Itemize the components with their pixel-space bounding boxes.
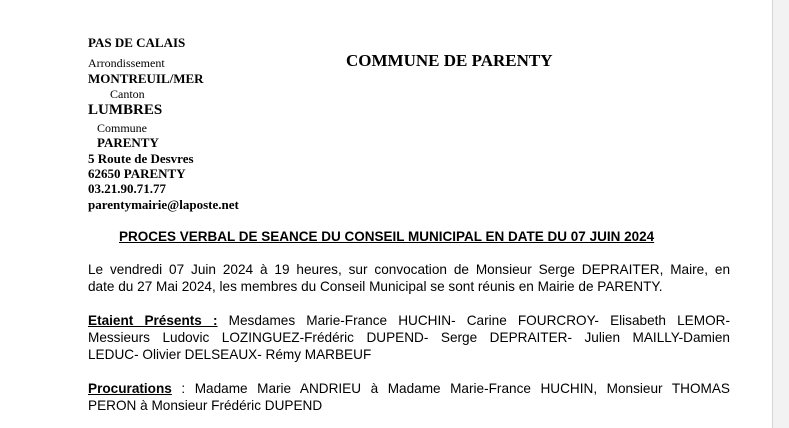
canton-value: LUMBRES [88,102,163,118]
commune-label: Commune [97,121,147,135]
present-label: Etaient Présents : [88,313,218,328]
intro-line: Le vendredi 07 Juin 2024 à 19 heures, sur convocation de Monsieur Serge DEPRAITER, Maire, en [88,262,730,277]
intro-line: date du 27 Mai 2024, les membres du Conseil Municipal se sont réunis en Mairie de PARENTY. [88,279,663,294]
proxy-line: PERON à Monsieur Frédéric DUPEND [88,398,323,413]
arrondissement-label: Arrondissement [88,56,165,70]
present-line: Messieurs Ludovic LOZINGUEZ-Frédéric DUPEND- Serge DEPRAITER- Julien MAILLY-Damien [88,330,730,345]
department-name: PAS DE CALAIS [88,35,186,50]
arrondissement-value: MONTREUIL/MER [88,71,204,86]
present-text: Mesdames Marie-France HUCHIN- Carine FOURCROY- Elisabeth LEMOR- [217,313,730,328]
proxies-paragraph [88,380,730,414]
commune-value: PARENTY [97,135,159,150]
proxy-label: Procurations [88,381,172,396]
commune-title: COMMUNE DE PARENTY [346,51,553,70]
present-line [88,312,730,329]
proxy-text: : Madame Marie ANDRIEU à Madame Marie-France HUCHIN, Monsieur THOMAS [171,381,730,396]
address-city: 62650 PARENTY [88,166,186,181]
present-members-paragraph [88,312,730,363]
page-edge [772,0,789,428]
email-address: parentymairie@laposte.net [88,197,239,212]
intro-paragraph [88,261,730,295]
phone-number: 03.21.90.71.77 [88,181,166,196]
document-title: PROCES VERBAL DE SEANCE DU CONSEIL MUNICIPAL EN DATE DU 07 JUIN 2024 [119,229,655,244]
proxy-line [88,380,730,397]
address-street: 5 Route de Desvres [88,151,194,166]
present-line: LEDUC- Olivier DELSEAUX- Rémy MARBEUF [88,347,372,362]
canton-label: Canton [110,87,145,101]
